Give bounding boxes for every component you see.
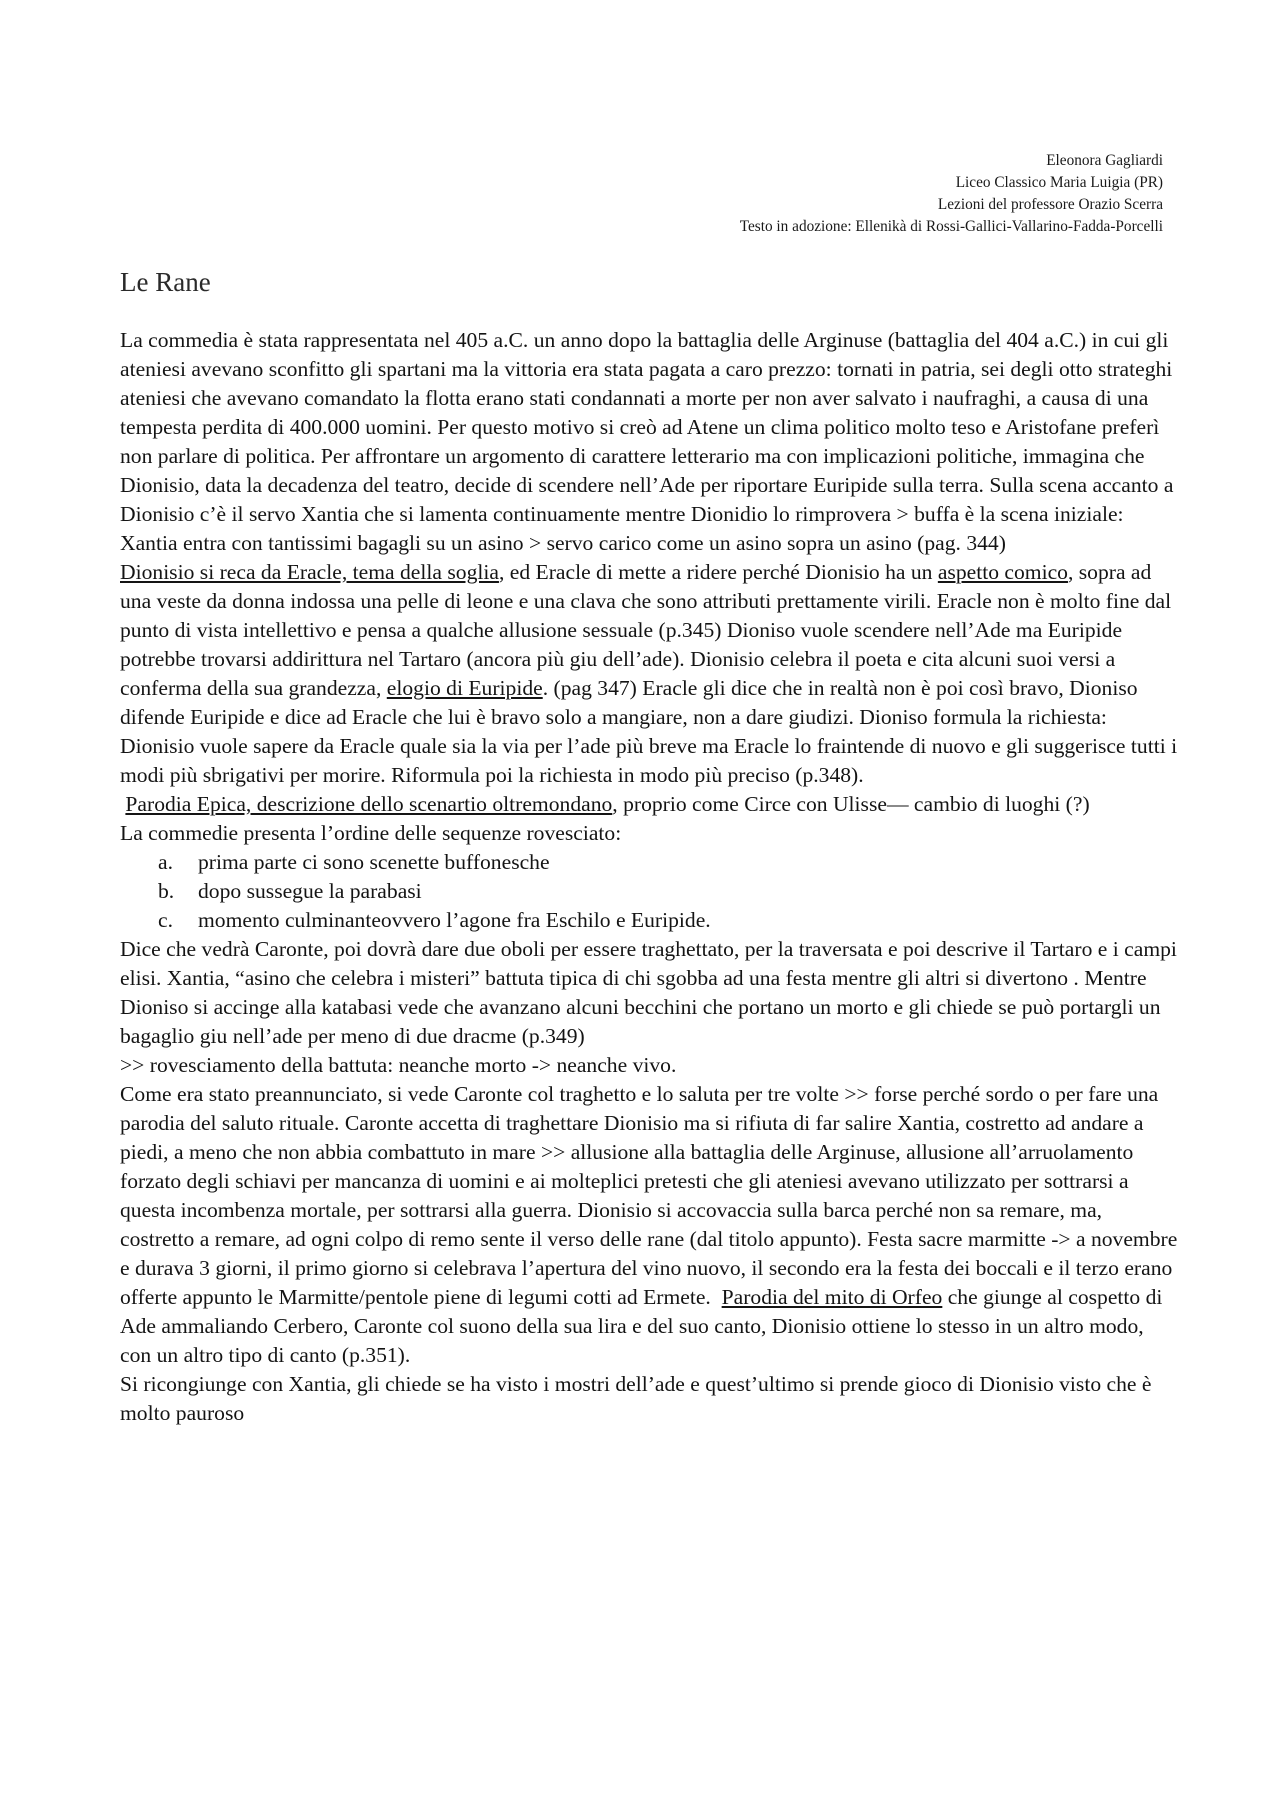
text-run: La commedie presenta l’ordine delle sequenze rovesciato: [120, 821, 622, 845]
paragraph-rovesciamento [120, 1051, 1180, 1080]
underlined-phrase: Parodia Epica, descrizione dello scenartio oltremondano [125, 792, 613, 816]
paragraph-parodia-epica [120, 790, 1180, 819]
underlined-phrase: Parodia del mito di Orfeo [721, 1285, 943, 1309]
text-run: Come era stato preannunciato, si vede Caronte col traghetto e lo saluta per tre volte >> forse perché sordo o per fare una parodia del saluto rituale. Caronte accetta di traghettare Dionisio ma si rifiuta di far salire Xantia, costretto ad andare a piedi, a meno che non abbia combattuto in mare >> allusione alla battaglia delle Arginuse, allusione all’arruolamento forzato degli schiavi per mancanza di uomini e ai molteplici pretesti che gli ateniesi avevano utilizzato per sottrarsi a questa incombenza mortale, per sottrarsi alla guerra. Dionisio si accovaccia sulla barca perché non sa remare, ma, costretto a remare, ad ogni colpo di remo sente il verso delle rane (dal titolo appunto). Festa sacre marmitte -> a novembre e durava 3 giorni, il primo giorno si celebrava l’apertura del vino nuovo, il secondo era la festa dei boccali e il terzo erano offerte appunto le Marmitte/pentole piene di legumi cotti ad Ermete. [120, 1082, 1183, 1309]
list-item-text: prima parte ci sono scenette buffonesche [198, 850, 550, 874]
underlined-phrase: Dionisio si reca da Eracle, tema della soglia [120, 560, 499, 584]
list-marker: a. [158, 850, 173, 874]
sequence-list [120, 848, 1180, 935]
paragraph-traghetto [120, 1080, 1183, 1370]
text-run: che giunge al cospetto di Ade ammaliando Cerbero, Caronte col suono della sua lira e del suo canto, Dionisio ottiene lo stesso in un altro modo, con un altro tipo di canto (p.351). [120, 1285, 1163, 1367]
text-run: , proprio come Circe con Ulisse— cambio di luoghi (?) [612, 792, 1090, 816]
list-item-text: momento culminanteovvero l’agone fra Eschilo e Euripide. [198, 908, 711, 932]
text-run: Dice che vedrà Caronte, poi dovrà dare due oboli per essere traghettato, per la traversata e poi descrive il Tartaro e i campi elisi. Xantia, “asino che celebra i misteri” battuta tipica di chi sgobba ad una festa mentre gli altri si divertono . Mentre Dioniso si accinge alla katabasi vede che avanzano alcuni becchini che portano un morto e gli chiede se può portargli un bagaglio giu nell’ade per meno di due dracme (p.349) [120, 937, 1177, 1048]
list-item [120, 877, 1180, 906]
teacher-line: Lezioni del professore Orazio Scerra [937, 196, 1163, 213]
text-run: , sopra ad una veste da donna indossa una pelle di leone e una clava che sono attributi prettamente virili. Eracle non è molto fine dal punto di vista intellettivo e pensa a qualche allusione sessuale (p.345) Dioniso vuole scendere nell’Ade ma Euripide potrebbe trovarsi addirittura nel Tartaro (ancora più giu dell’ade). Dionisio celebra il poeta e cita alcuni suoi versi a conferma della sua grandezza, [120, 560, 1172, 700]
list-marker: c. [158, 908, 173, 932]
text-run: La commedia è stata rappresentata nel 405 a.C. un anno dopo la battaglia delle Arginuse (battaglia del 404 a.C.) in cui gli ateniesi avevano sconfitto gli spartani ma la vittoria era stata pagata a caro prezzo: tornati in patria, sei degli otto strateghi ateniesi che avevano comandato la flotta erano stati condannati a morte per non aver salvato i naufraghi, a causa di una tempesta perdita di 400.000 uomini. Per questo motivo si creò ad Atene un clima politico molto teso e Aristofane preferì non parlare di politica. Per affrontare un argomento di carattere letterario ma con implicazioni politiche, immagina che Dionisio, data la decadenza del teatro, decide di scendere nell’Ade per riportare Euripide sulla terra. Sulla scena accanto a Dionisio c’è il servo Xantia che si lamenta continuamente mentre Dionidio lo rimprovera > buffa è la scena iniziale: Xantia entra con tantissimi bagagli su un asino > servo carico come un asino sopra un asino (pag. 344) [120, 328, 1174, 555]
text-run: , ed Eracle di mette a ridere perché Dionisio ha un [498, 560, 938, 584]
paragraph-eracle [120, 558, 1180, 790]
underlined-phrase: aspetto comico [937, 560, 1068, 584]
paragraph-caronte-intro [120, 935, 1180, 1051]
paragraph-xantia [120, 1370, 1180, 1428]
underlined-phrase: elogio di Euripide [386, 676, 543, 700]
list-marker: b. [158, 879, 175, 903]
school-name: Liceo Classico Maria Luigia (PR) [955, 174, 1163, 191]
paragraph-sequence-intro [120, 819, 1180, 848]
document-title: Le Rane [120, 267, 211, 297]
list-item [120, 906, 1180, 935]
textbook-line: Testo in adozione: Ellenikà di Rossi-Gallici-Vallarino-Fadda-Porcelli [739, 218, 1163, 235]
author-name: Eleonora Gagliardi [1046, 152, 1163, 169]
paragraph-intro [120, 326, 1180, 558]
document-body [120, 326, 1183, 1428]
list-item [120, 848, 1180, 877]
list-item-text: dopo sussegue la parabasi [198, 879, 422, 903]
document-header [740, 150, 1163, 238]
text-run: >> rovesciamento della battuta: neanche morto -> neanche vivo. [120, 1053, 677, 1077]
text-run: . (pag 347) Eracle gli dice che in realtà non è poi così bravo, Dioniso difende Euripide e dice ad Eracle che lui è bravo solo a mangiare, non a dare giudizi. Dioniso formula la richiesta: Dionisio vuole sapere da Eracle quale sia la via per l’ade più breve ma Eracle lo fraintende di nuovo e gli suggerisce tutti i modi più sbrigativi per morire. Riformula poi la richiesta in modo più preciso (p.348). [120, 676, 1178, 787]
text-run: Si ricongiunge con Xantia, gli chiede se ha visto i mostri dell’ade e quest’ultimo si prende gioco di Dionisio visto che è molto pauroso [120, 1372, 1152, 1425]
